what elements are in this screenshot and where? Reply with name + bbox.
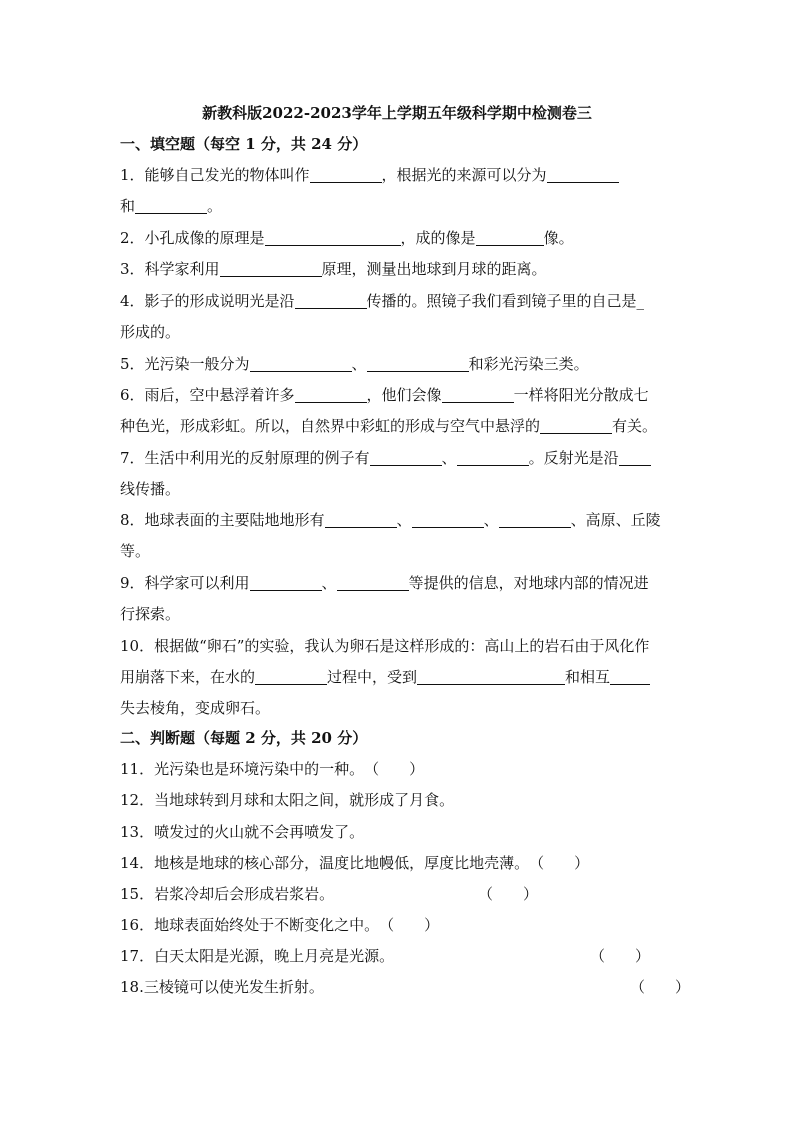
q10-blank-3[interactable] bbox=[610, 668, 650, 685]
question-17 bbox=[120, 946, 676, 966]
q6-blank-1[interactable] bbox=[295, 386, 367, 403]
q6-blank-3[interactable] bbox=[540, 417, 612, 434]
q10-text-a: 10．根据做“卵石”的实验，我认为卵石是这样形成的：高山上的岩石由于风化作 bbox=[120, 637, 650, 655]
q1-text-b: ，根据光的来源可以分为 bbox=[381, 166, 547, 184]
q8-text-a: 8．地球表面的主要陆地地形有 bbox=[120, 511, 325, 529]
q16-text: 16．地球表面始终处于不断变化之中。 bbox=[120, 916, 380, 934]
q6-text-b: ，他们会像 bbox=[366, 386, 442, 404]
section-1-heading: 一、填空题（每空 1 分，共 24 分） bbox=[120, 135, 368, 153]
question-6-line-2 bbox=[120, 416, 676, 436]
q2-blank-2[interactable] bbox=[476, 229, 544, 246]
q10-text-b: 用崩落下来，在水的 bbox=[120, 668, 256, 686]
question-8-line-2 bbox=[120, 541, 676, 561]
question-9-line-2 bbox=[120, 604, 676, 624]
q8-blank-3[interactable] bbox=[499, 511, 571, 528]
section-2-heading: 二、判断题（每题 2 分，共 20 分） bbox=[120, 729, 368, 747]
q7-blank-1[interactable] bbox=[370, 449, 442, 466]
question-10-line-1 bbox=[120, 636, 676, 656]
question-2 bbox=[120, 228, 676, 248]
q9-text-a: 9．科学家可以利用 bbox=[120, 574, 250, 592]
q18-text: 18.三棱镜可以使光发生折射。 bbox=[120, 978, 324, 996]
q2-text-a: 2．小孔成像的原理是 bbox=[120, 229, 265, 247]
q15-answer-paren[interactable]: （ ） bbox=[478, 885, 539, 903]
question-13 bbox=[120, 822, 676, 842]
q6-text-d: 种色光，形成彩虹。所以，自然界中彩虹的形成与空气中悬浮的 bbox=[120, 417, 541, 435]
question-16 bbox=[120, 915, 676, 935]
question-4-line-1 bbox=[120, 291, 676, 311]
q1-blank-1[interactable] bbox=[310, 166, 382, 183]
q3-blank-1[interactable] bbox=[220, 260, 322, 277]
q10-blank-1[interactable] bbox=[255, 668, 327, 685]
q1-blank-2[interactable] bbox=[547, 166, 619, 183]
q10-text-d: 和相互 bbox=[565, 668, 611, 686]
question-14 bbox=[120, 853, 676, 873]
q8-text-d: 、高原、丘陵 bbox=[570, 511, 661, 529]
q9-blank-2[interactable] bbox=[337, 574, 409, 591]
q3-text-a: 3．科学家利用 bbox=[120, 260, 220, 278]
q8-text-e: 等。 bbox=[120, 542, 151, 560]
q8-blank-1[interactable] bbox=[325, 511, 397, 528]
question-18 bbox=[120, 977, 691, 997]
q17-answer-paren[interactable]: （ ） bbox=[590, 947, 651, 965]
q9-text-b: 、 bbox=[321, 574, 337, 592]
q2-text-c: 像。 bbox=[543, 229, 574, 247]
question-3 bbox=[120, 259, 676, 279]
question-4-line-2 bbox=[120, 322, 676, 342]
q9-text-c: 等提供的信息，对地球内部的情况进 bbox=[408, 574, 649, 592]
q5-text-c: 和彩光污染三类。 bbox=[468, 355, 589, 373]
question-15 bbox=[120, 884, 676, 904]
q14-answer-paren[interactable]: （ ） bbox=[529, 854, 590, 872]
q14-text: 14．地核是地球的核心部分，温度比地幔低，厚度比地壳薄。 bbox=[120, 854, 530, 872]
q6-text-a: 6．雨后，空中悬浮着许多 bbox=[120, 386, 295, 404]
q7-text-c: 。反射光是沿 bbox=[528, 449, 619, 467]
q9-blank-1[interactable] bbox=[250, 574, 322, 591]
q11-text: 11．光污染也是环境污染中的一种。 bbox=[120, 760, 365, 778]
q8-blank-2[interactable] bbox=[412, 511, 484, 528]
q7-text-b: 、 bbox=[441, 449, 457, 467]
q13-text: 13．喷发过的火山就不会再喷发了。 bbox=[120, 823, 365, 841]
q4-blank-1[interactable] bbox=[295, 292, 367, 309]
q1-text-a: 1．能够自己发光的物体叫作 bbox=[120, 166, 310, 184]
q1-blank-3[interactable] bbox=[135, 197, 207, 214]
question-10-line-2 bbox=[120, 667, 676, 687]
q10-text-c: 过程中，受到 bbox=[327, 668, 418, 686]
q2-text-b: ，成的像是 bbox=[400, 229, 476, 247]
question-7-line-2 bbox=[120, 479, 676, 499]
exam-title: 新教科版2022-2023学年上学期五年级科学期中检测卷三 bbox=[202, 104, 592, 122]
q3-text-b: 原理，测量出地球到月球的距离。 bbox=[321, 260, 547, 278]
question-11 bbox=[120, 759, 676, 779]
q4-text-c: 形成的。 bbox=[120, 323, 181, 341]
q6-blank-2[interactable] bbox=[442, 386, 514, 403]
question-1-line-2 bbox=[120, 196, 676, 216]
q5-text-a: 5．光污染一般分为 bbox=[120, 355, 250, 373]
q5-blank-1[interactable] bbox=[250, 355, 352, 372]
q2-blank-1[interactable] bbox=[265, 229, 401, 246]
q4-text-a: 4．影子的形成说明光是沿 bbox=[120, 292, 295, 310]
q8-text-b: 、 bbox=[396, 511, 412, 529]
q9-text-d: 行探索。 bbox=[120, 605, 181, 623]
question-7-line-1 bbox=[120, 448, 676, 468]
q17-text: 17．白天太阳是光源，晚上月亮是光源。 bbox=[120, 947, 395, 965]
q7-blank-3[interactable] bbox=[619, 449, 651, 466]
q12-text: 12．当地球转到月球和太阳之间，就形成了月食。 bbox=[120, 791, 455, 809]
question-6-line-1 bbox=[120, 385, 676, 405]
q11-answer-paren[interactable]: （ ） bbox=[364, 760, 425, 778]
q7-text-d: 线传播。 bbox=[120, 480, 181, 498]
q10-text-e: 失去棱角，变成卵石。 bbox=[120, 699, 271, 717]
q18-answer-paren[interactable]: （ ） bbox=[630, 978, 691, 996]
q4-text-b: 传播的。照镜子我们看到镜子里的自己是_ bbox=[366, 292, 645, 310]
q7-text-a: 7．生活中利用光的反射原理的例子有 bbox=[120, 449, 370, 467]
question-9-line-1 bbox=[120, 573, 676, 593]
question-10-line-3 bbox=[120, 698, 676, 718]
question-5 bbox=[120, 354, 676, 374]
q10-blank-2[interactable] bbox=[417, 668, 565, 685]
q16-answer-paren[interactable]: （ ） bbox=[379, 916, 440, 934]
q5-blank-2[interactable] bbox=[367, 355, 469, 372]
q5-text-b: 、 bbox=[351, 355, 367, 373]
q6-text-e: 有关。 bbox=[612, 417, 658, 435]
q1-text-c: 和 bbox=[120, 197, 136, 215]
q7-blank-2[interactable] bbox=[457, 449, 529, 466]
question-8-line-1 bbox=[120, 510, 676, 530]
q15-text: 15．岩浆冷却后会形成岩浆岩。 bbox=[120, 885, 335, 903]
q6-text-c: 一样将阳光分散成七 bbox=[513, 386, 649, 404]
question-12 bbox=[120, 790, 676, 810]
question-1-line-1 bbox=[120, 165, 676, 185]
q1-text-d: 。 bbox=[207, 197, 223, 215]
q8-text-c: 、 bbox=[483, 511, 499, 529]
